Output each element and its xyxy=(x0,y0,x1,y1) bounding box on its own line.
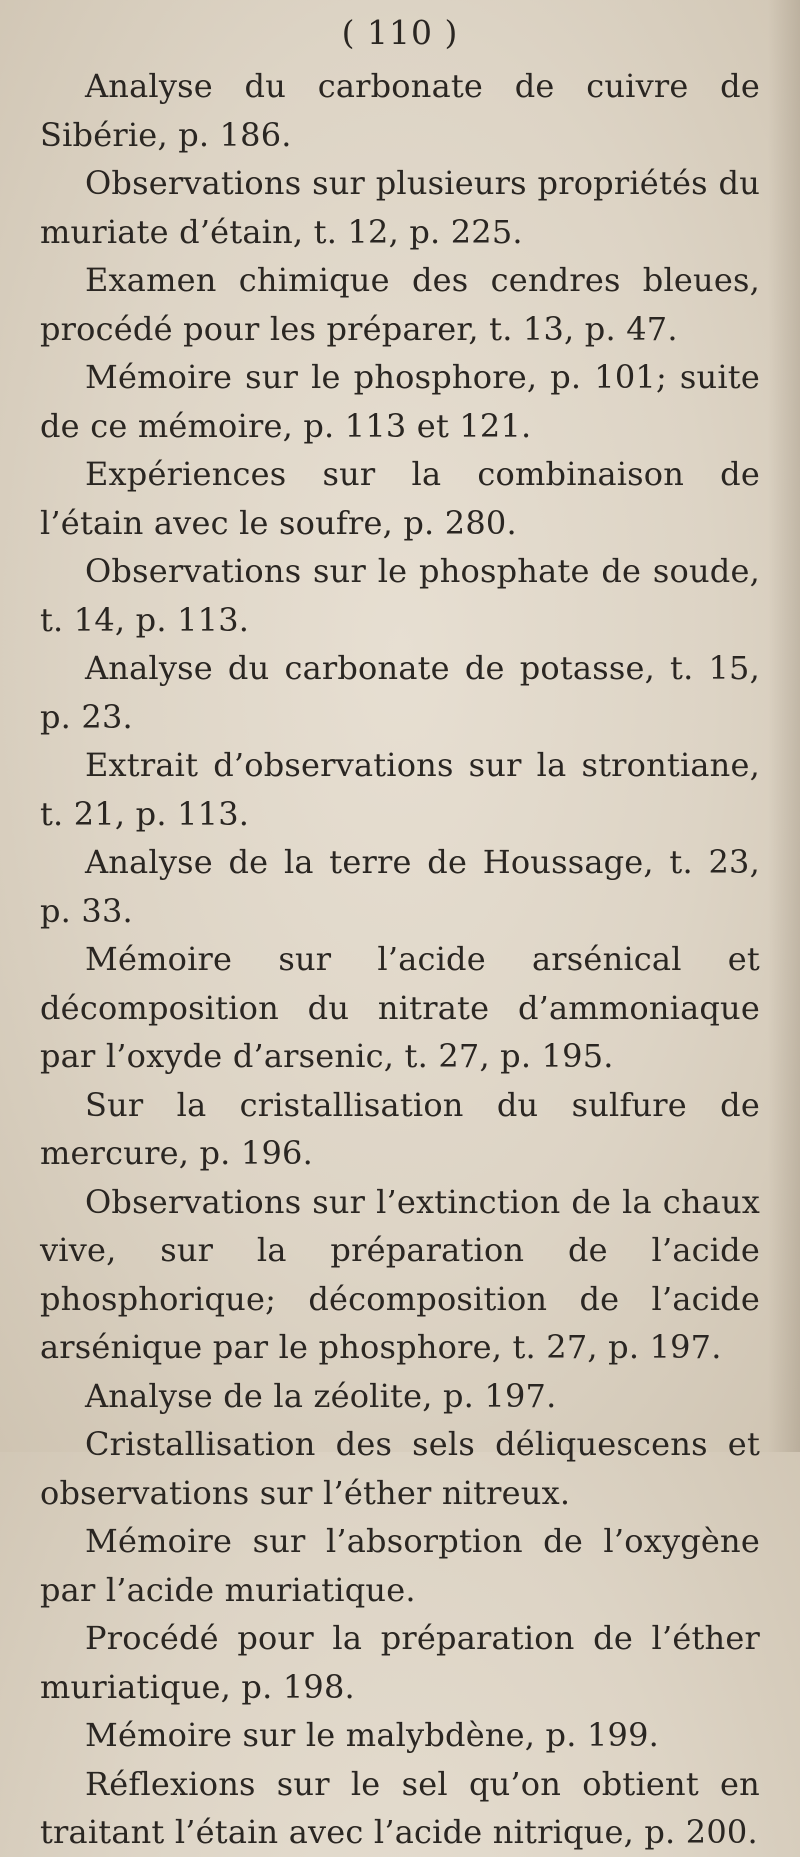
entry-terre-houssage: Analyse de la terre de Houssage, t. 23, p. 33. xyxy=(40,843,760,930)
entry-muriate-etain: Observations sur plusieurs propriétés du muriate d’étain, t. 12, p. 225. xyxy=(40,164,760,251)
index-entries xyxy=(40,62,760,1857)
entry-ether-muriatique: Procédé pour la préparation de l’éther muriatique, p. 198. xyxy=(40,1619,760,1706)
entry-zeolite: Analyse de la zéolite, p. 197. xyxy=(85,1376,557,1415)
entry-etain-soufre: Expériences sur la combinaison de l’étain avec le soufre, p. 280. xyxy=(40,455,760,542)
entry-cendres-bleues: Examen chimique des cendres bleues, procédé pour les préparer, t. 13, p. 47. xyxy=(40,261,760,348)
entry-phosphate-soude: Observations sur le phosphate de soude, t. 14, p. 113. xyxy=(40,552,760,639)
entry-carbonate-cuivre: Analyse du carbonate de cuivre de Sibérie, p. 186. xyxy=(40,67,760,154)
entry-malybdene: Mémoire sur le malybdène, p. 199. xyxy=(85,1716,660,1754)
entry-carbonate-potasse: Analyse du carbonate de potasse, t. 15, p. 23. xyxy=(40,649,760,736)
page-number: ( 110 ) xyxy=(341,13,459,52)
entry-sels-deliquescens: Cristallisation des sels déliquescens et observations sur l’éther nitreux. xyxy=(40,1425,760,1512)
entry-sulfure-mercure: Sur la cristallisation du sulfure de mercure, p. 196. xyxy=(40,1085,760,1172)
entry-memoire-phosphore: Mémoire sur le phosphore, p. 101; suite de ce mémoire, p. 113 et 121. xyxy=(40,358,760,445)
entry-chaux-vive: Observations sur l’extinction de la chaux vive, sur la préparation de l’acide phosphorique; décomposition de l’acide arsénique par le phosphore, t. 27, p. 197. xyxy=(40,1182,760,1366)
entry-absorption-oxygene: Mémoire sur l’absorption de l’oxygène par l’acide muriatique. xyxy=(40,1522,760,1609)
entry-acide-arsenical: Mémoire sur l’acide arsénical et décomposition du nitrate d’ammoniaque par l’oxyde d’arsenic, t. 27, p. 195. xyxy=(40,940,760,1075)
page-edge-shadow xyxy=(768,0,800,1452)
entry-strontiane: Extrait d’observations sur la strontiane, t. 21, p. 113. xyxy=(40,746,760,833)
entry-sel-etain-nitrique: Réflexions sur le sel qu’on obtient en traitant l’étain avec l’acide nitrique, p. 200. xyxy=(40,1764,760,1851)
